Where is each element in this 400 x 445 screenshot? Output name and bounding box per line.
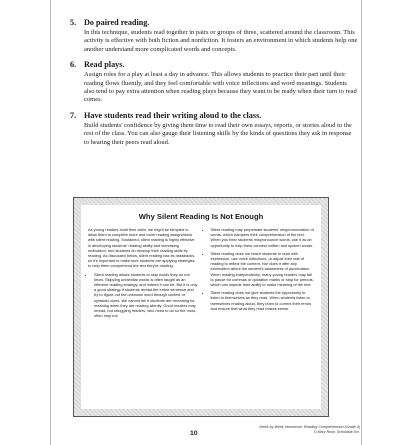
sidebar-columns <box>88 227 314 321</box>
tip-body: Build students' confidence by giving them time to read their own essays, reports, or stories aloud to the rest of the class. You can also gauge their listening skills by the kinds of questions they ask in response to hearing their peers read aloud. <box>84 121 352 146</box>
list-item: • Silent reading allows students to skip words they do not know. Skipping unfamiliar words is often taught as an effective reading strategy, and indeed it can be. But it is only a good strategy if students reread the entire sentence and try to figure out the unknown word through context or syntactic clues. We cannot tell if students are rereading for meaning when they are reading silently. Good readers may reread, but struggling readers, who need to do so the most, often may not. <box>94 272 198 319</box>
tip-heading: 6. Read plays. <box>70 60 125 70</box>
sidebar-box <box>73 197 329 417</box>
list-item: • Silent reading may perpetuate students' mispronunciation of words, which hampers their comprehension of the text. When you hear students mispronounce words, use it as an opportunity to help them connect written and spoken words. <box>211 227 315 248</box>
tips-list <box>70 18 358 153</box>
sidebar-intro: As young readers build their skills, we might be tempted to allow them to complete more and more reading assignments with silent reading. Sustained, silent reading is highly effective in developing students' reading ability and increasing motivation, and students do develop their reading skills by reading. As discussed below, silent reading has its drawbacks, so it's important to make sure students are applying strategies to help them comprehend the text they're reading. <box>88 227 196 269</box>
list-item: • Silent reading does not give students the opportunity to listen to themselves as they read. When students listen to themselves reading aloud, they learn to correct their errors and ensure that what they read makes sense. <box>211 290 315 311</box>
tip-item <box>70 111 358 147</box>
sidebar-title: Why Silent Reading Is Not Enough <box>138 212 264 221</box>
footer-credits <box>238 425 360 434</box>
footer-line: © Mary Rose, Scholastic Inc. <box>313 429 360 434</box>
tip-heading: 5. Do paired reading. <box>70 18 150 27</box>
tip-body: Assign roles for a play at least a day in advance. This allows students to practice their part until their reading flows fluently, and they feel comfortable with voice inflections and word meanings. Students also tend to pay extra attention when reading plays because they want to be ready when their turn to read comes. <box>84 71 357 104</box>
tip-item <box>70 60 358 105</box>
list-item: • Silent reading does not teach students to read with expression, use voice inflections, or adjust their rate of reading to reflect the content. Nor does it offer any information about the student's awareness of punctuation. When reading independently, many young readers may fail to pause for commas or quotation marks or stop for periods, which can impede their ability to make meaning of the text. <box>211 251 315 287</box>
right-bullet-list <box>205 227 315 311</box>
sidebar-left-column <box>88 227 198 321</box>
sidebar-panel <box>81 205 321 409</box>
footer-line: Week-by-Week Homework: Reading Comprehension (Grade 4) <box>259 425 360 429</box>
tip-heading: 7. Have students read their writing aloud to the class. <box>70 110 262 120</box>
page-number: 10 <box>190 430 198 437</box>
sidebar-right-column <box>205 227 315 321</box>
tip-item <box>70 18 358 54</box>
left-bullet-list <box>88 272 198 319</box>
tip-body: In this technique, students read together in pairs or groups of three, scattered around the classroom. This activity is effective with both fiction and nonfiction. It fosters an environment in which students help one another understand more complicated words and concepts. <box>84 29 358 53</box>
